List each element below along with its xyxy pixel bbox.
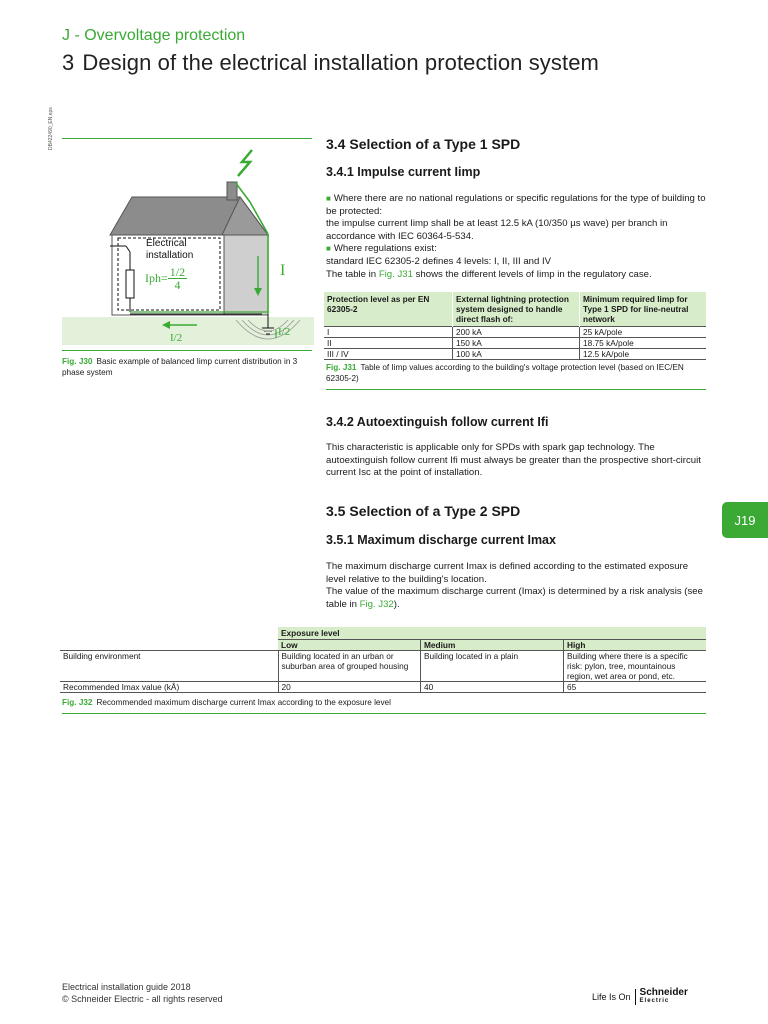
table-cell: Building where there is a specific risk: pylon, tree, mountainous region, wet area or pond, etc. xyxy=(564,651,707,682)
logo-tagline: Life Is On xyxy=(592,992,631,1002)
section-3-4-1-text xyxy=(326,193,710,281)
table-cell: III / IV xyxy=(327,349,349,359)
iph-numerator: 1/2 xyxy=(169,265,186,279)
figure-top-rule xyxy=(62,138,312,139)
table-row xyxy=(60,651,706,682)
footer-copyright: © Schneider Electric - all rights reserved xyxy=(62,994,223,1004)
para-3: Where regulations exist: xyxy=(333,243,437,255)
heading-3-4-1: 3.4.1 Impulse current Iimp xyxy=(326,165,481,179)
level-medium: Medium xyxy=(421,640,564,651)
para-2a: The value of the maximum discharge current (Imax) is determined by a risk analysis (see table in xyxy=(326,586,703,610)
installation-label xyxy=(146,238,193,262)
table-header-row xyxy=(324,292,706,327)
para-2b: ). xyxy=(393,598,400,610)
bullet-icon: ■ xyxy=(326,244,331,254)
table-cell: 40 xyxy=(421,682,564,693)
iph-fraction xyxy=(168,266,187,291)
table-header-cell: Minimum required Iimp for Type 1 SPD for line-neutral network xyxy=(580,292,707,327)
table-row xyxy=(324,349,706,360)
para-5a: The table in xyxy=(326,268,379,280)
current-label-half-right: I/2 xyxy=(278,326,291,338)
table-row xyxy=(324,338,706,349)
iph-prefix: Iph= xyxy=(145,271,168,285)
bullet-icon: ■ xyxy=(326,194,331,203)
schneider-logo xyxy=(592,988,688,1006)
figure-j30-caption xyxy=(62,357,312,378)
para-1: The maximum discharge current Imax is defined according to the estimated exposure level relative to the building's location. xyxy=(326,561,689,585)
caption-text: Recommended maximum discharge current Imax according to the exposure level xyxy=(96,698,391,707)
table-cell: 150 kA xyxy=(453,338,580,349)
logo-brand-name: Schneider xyxy=(639,987,688,998)
heading-3-4-2: 3.4.2 Autoextinguish follow current Ifi xyxy=(326,415,549,429)
lightning-bolt-icon xyxy=(238,150,252,176)
iph-denominator: 4 xyxy=(174,278,181,292)
caption-tag: Fig. J32 xyxy=(62,698,93,707)
heading-3-5-1: 3.5.1 Maximum discharge current Imax xyxy=(326,533,556,547)
house-side-wall xyxy=(224,235,268,315)
figure-j30-rule xyxy=(62,350,312,351)
table-cell: 12.5 kA/pole xyxy=(580,349,707,360)
figure-j32-rule xyxy=(62,713,706,714)
section-3-5-1-text xyxy=(326,561,710,611)
caption-text: Basic example of balanced Iimp current distribution in 3 phase system xyxy=(62,357,298,377)
chimney xyxy=(227,182,237,200)
logo-divider xyxy=(635,989,636,1005)
installation-label-line2: installation xyxy=(146,250,194,261)
fig-j32-link[interactable]: Fig. J32 xyxy=(359,598,394,610)
section-title: Design of the electrical installation protection system xyxy=(82,50,599,75)
figure-code: DB422490_EN.eps xyxy=(48,107,54,150)
section-number: 3 xyxy=(62,50,75,75)
row-label: Building environment xyxy=(63,651,141,661)
table-header-cell: Protection level as per EN 62305-2 xyxy=(327,294,430,314)
para-5b: shows the different levels of Iimp in the regulatory case. xyxy=(412,268,652,280)
table-empty-cell xyxy=(60,640,278,651)
para-1: This characteristic is applicable only for SPDs with spark gap technology. The autoextinguish follow current Ifi must always be greater than the prospective short-circuit current Isc at the point of installation. xyxy=(326,442,701,479)
table-header-cell: External lightning protection system designed to handle direct flash of: xyxy=(453,292,580,327)
heading-3-5: 3.5 Selection of a Type 2 SPD xyxy=(326,503,521,519)
page-tab-j19[interactable]: J19 xyxy=(722,502,768,538)
table-cell: II xyxy=(327,338,332,348)
footer-guide-title: Electrical installation guide 2018 xyxy=(62,982,191,992)
table-group-header-row xyxy=(60,627,706,640)
caption-tag: Fig. J30 xyxy=(62,357,93,366)
table-cell: 100 kA xyxy=(453,349,580,360)
figure-j31-caption xyxy=(326,363,710,384)
fig-j31-link[interactable]: Fig. J31 xyxy=(378,268,413,280)
table-row xyxy=(60,682,706,693)
table-j32 xyxy=(60,627,706,693)
table-row xyxy=(324,327,706,338)
para-1: Where there are no national regulations or specific regulations for the type of building to be protected: xyxy=(326,193,706,217)
table-cell: 25 kA/pole xyxy=(580,327,707,338)
iph-formula xyxy=(145,266,187,291)
current-label-half-bottom: I/2 xyxy=(170,332,183,344)
logo-brand xyxy=(640,988,688,1006)
caption-text: Table of Iimp values according to the building's voltage protection level (based on IEC/EN 62305-2) xyxy=(326,363,684,383)
table-cell: Building located in an urban or suburban area of grouped housing xyxy=(278,651,421,682)
level-low: Low xyxy=(278,640,421,651)
table-cell: I xyxy=(327,327,330,337)
heading-3-4: 3.4 Selection of a Type 1 SPD xyxy=(326,136,521,152)
level-high: High xyxy=(564,640,707,651)
installation-label-line1: Electrical xyxy=(146,238,187,249)
page-title xyxy=(62,50,599,76)
figure-j31-rule xyxy=(326,389,706,390)
table-cell: Building located in a plain xyxy=(421,651,564,682)
logo-brand-sub: Electric xyxy=(639,998,670,1004)
table-empty-cell xyxy=(60,627,278,640)
table-levels-row xyxy=(60,640,706,651)
table-j31 xyxy=(324,292,706,360)
row-label: Recommended Imax value (kÂ) xyxy=(63,682,180,692)
table-cell: 18.75 kA/pole xyxy=(580,338,707,349)
figure-j32-caption xyxy=(62,698,708,709)
table-cell: 20 xyxy=(278,682,421,693)
para-2: the impulse current Iimp shall be at least 12.5 kA (10/350 µs wave) per branch in accordance with IEC 60364-5-534. xyxy=(326,218,668,242)
section-3-4-2-text xyxy=(326,442,710,480)
chapter-title: J - Overvoltage protection xyxy=(62,27,246,44)
caption-tag: Fig. J31 xyxy=(326,363,357,372)
exposure-level-header: Exposure level xyxy=(278,627,706,640)
table-cell: 65 xyxy=(564,682,707,693)
current-label-i: I xyxy=(280,262,286,279)
table-cell: 200 kA xyxy=(453,327,580,338)
para-4: standard IEC 62305-2 defines 4 levels: I, II, III and IV xyxy=(326,255,552,267)
